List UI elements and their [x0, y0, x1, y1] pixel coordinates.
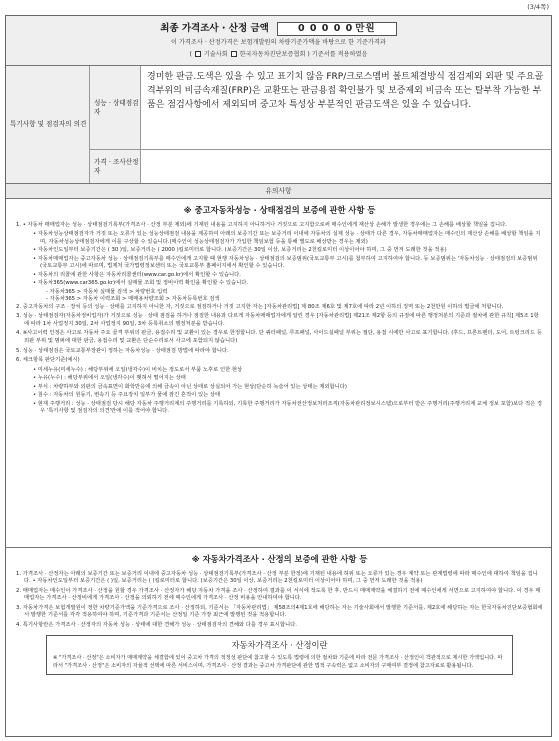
notice-subitem: • 현재 주행거리 : 성능 · 상태점검 당시 해당 자동차 주행거리계의 주행거리를 기록하되, 기록한 주행거리가 자동차전산정보처리조직(자동차관리정보시스템)으로부터 받은 주행거리(주행거리계 교체 정보 포함)보다 적은 경우 '특기사항 및 점검자의 의견'란에 이를 적어야 합니다. — [33, 400, 542, 415]
notice-item: 4. ※사고이력 인정은 사고로 자동차 주요 골격 부위의 판금, 용접수리 및 교환이 있는 경우로 한정합니다. 단 쿼터패널, 루프패널, 사이드실패널 부위는 절단, 용접 시에만 사고로 표기합니다. (후드, 프론트펜더, 도어, 트렁크리드 등 외판 부위 및 범퍼에 대한 판금, 용접수리 및 교환은 단순수리로서 사고에 포함되지 않습니다) — [16, 330, 542, 344]
final-price-header — [6, 16, 551, 66]
appraisal-definition-title: 자동차가격조사 · 산정이란 — [231, 640, 328, 651]
notice-item: 5. 성능 · 상태점검은 국토교통부장관이 정하는 자동차성능 · 상태점검 방법에 따라야 합니다. — [16, 347, 229, 354]
price-digits: 0 0 0 0 0 — [297, 23, 354, 35]
opinion-section-label: 특기사항 및 점검자의 의견 — [6, 66, 90, 183]
notice-subitem: • 자동차성능상태점검자가 거짓 또는 오류가 있는 성능상태점검 내용을 제공하여 아래의 보증기간 또는 보증거리 이내에 자동차의 실제 성능 · 상태가 다른 경우, 자동차매매업자는 매수인의 재산상 손해를 배상할 책임을 지며, 자동차성능상태점검자에게 이를 구상할 수 있습니다.(매수인이 성능상태점검자가 가입한 책임보험 등을 통해 별도로 배상받는 경우는 제외) — [33, 231, 541, 245]
appraisal-item: 2. 매매업자는 매수인이 가격조사 · 산정을 원할 경우 가격조사 · 산정자가 해당 자동차 가격을 조사 · 산정하여 결과를 이 서식에 적도록 한 후, 반드시 매매계약을 체결하기 전에 매수인에게 서면으로 고지하여야 합니다. 이 경우 매매업자는 가격조사 · 산정비에게 가격조사 · 산정을 의뢰하기 전에 매수인에게 가격조사 · 산정 비용을 안내하여야 합니다. — [16, 587, 541, 602]
price-basis-note: 이 가격조사 · 산정가격은 보험개발원의 차량기준가액을 바탕으로 한 기준가격과 — [171, 39, 386, 46]
basis-option-tech: 기술사회 — [203, 50, 228, 58]
notice-item: 6. 체크항목 판단기준(예시) — [16, 357, 80, 364]
final-price-title: 최종 가격조사 · 산정 금액 — [160, 23, 269, 35]
appraisal-warranty-section — [6, 548, 551, 675]
inspector-label: 성능 · 상태점검자 — [90, 66, 141, 149]
notice-subitem: • 자동차365(www.car365.go.kr)에서 실매물 조회 및 정비이력 확인을 확인할 수 있습니다. — [33, 280, 249, 287]
appraisal-item: 3. 자동차가격은 보험개발원이 정한 차량기준가액을 기준가격으로 조사 · 산정하되, 기준서는 「자동차관리법」 제58조의4제1호에 해당하는 자는 기술사회에서 발행한 기준서를, 제2호에 해당하는 자는 한국자동차진단보증협회에서 발행한 기준서를 각각 적용하여야 하며, 기준가격과 기준서는 산정일 기준 가장 최근에 발행된 것을 적용합니다. — [16, 604, 543, 619]
appraisal-definition-box — [46, 635, 513, 675]
price-basis-options: ( 기술사회 한국자동차진단보증협회 ) 기준서를 적용하였음 — [189, 50, 368, 58]
appraiser-opinion-text — [141, 150, 551, 183]
appraisal-item: 1. 가격조사 · 산정자는 아래의 보증기간 또는 보증거리 이내에 중고자동차 성능 · 상태점검기록부(가격조사 · 산정 부분 한정)에 기재된 내용에 허위 또는 오류가 있는 경우 계약 또는 관계법령에 따라 매수인에 대하여 책임을 집니다. • 자동차인도일부터 보증기간은 ( )일, 보증거리는 ( )킬로미터로 합니다. (보증기간은 30일 이상, 보증거리는 2천킬로미터 이상이어야 하며, 그 중 먼저 도래한 것을 적용) — [16, 570, 538, 585]
notice-item: 2. 중고자동차의 구조 · 장치 등의 성능 · 상태를 고지하지 아니한 자, 거짓으로 점검하거나 거짓 고지한 자는 [자동차관리법] 제 80조 제6호 및 제7호에 따라 2년 이하의 징역 또는 2천만원 이하의 벌금에 처합니다. — [16, 303, 504, 310]
notice-subitem: • 자동차의 리콜에 관한 사항은 자동차리콜센터(www.car.go.kr)에서 확인할 수 있습니다. — [33, 271, 241, 278]
notice-subsubitem: - 자동차365 > 자동차 이력조회 > 매매용차량조회 > 자동차등록번호 검색 — [46, 296, 220, 303]
notice-subsubitem: - 자동차365 > 자동차 실매물 검색 > 차량번호 입력 — [46, 288, 168, 295]
price-amount-box — [277, 22, 397, 36]
notice-subitem: • 부식 : 차량하부와 외판의 금속표면이 화학반응에 의해 금속이 아닌 상태로 상실되어 가는 현상(단순히 녹슬어 있는 상태는 제외합니다) — [33, 383, 347, 390]
notice-subitem: • 자동차인도일부터 보증기간은 ( 30 )일, 보증거리는 ( 2000 )킬로미터로 합니다. (보증기간은 30일 이상, 보증거리는 2천킬로미터 이상이어야 하며, 그 중 먼저 도래한 것을 적용) — [33, 247, 447, 254]
inspection-warranty-title: ※ 중고자동차성능 · 상태점검의 보증에 관한 사항 등 — [183, 205, 376, 215]
appraiser-label: 가격 · 조사산정자 — [90, 150, 141, 183]
opinion-section — [6, 66, 551, 184]
notice-subitem: • 미세누유(미세누수) : 해당부위에 오일(냉각수)이 비치는 정도로서 부품 노후로 인한 현상 — [33, 366, 243, 373]
notice-subitem: • 자동차매매업자는 중고자동차 성능 · 상태점검기록부를 매수인에게 고지할 때 현행 자동차성능 · 상태점검의 보증범위(국토교통부 고시)를 첨부하여 고지하여야 합니다. 등 보증범위는 '자동차성능 · 상태점검의 보증범위(국토교통부 고시)에 따르며, 법제처 국가법령정보센터 또는 국토교통부 홈페이지에서 확인할 수 있습니다. — [33, 255, 538, 270]
page-number: (3/4쪽) — [527, 3, 549, 11]
appraisal-item: 4. 특기사항란은 가격조사 · 산정자의 자동차 성능 · 상태에 대한 견해가 성능 · 상태점검자의 견해와 다를 경우 표시합니다. — [16, 621, 297, 628]
notice-subitem: • 침수 : 자동차의 원동기, 변속기 등 주요장치 일부가 물에 잠긴 흔적이 있는 상태 — [33, 392, 221, 399]
opinion-row-appraiser — [90, 150, 551, 183]
opinion-row-inspector — [90, 66, 551, 150]
price-unit: 만원 — [355, 23, 376, 35]
notice-subitem: • 누유(누수) : 해당부위에서 오일(냉각수)이 맺혀서 떨어지는 상태 — [33, 375, 186, 382]
inspection-form-page — [5, 15, 552, 737]
inspector-opinion-text: 경미한 판금.도색은 있을 수 있고 표기치 않음 FRP/크로스멤버 볼트체결방식 점검제외 외판 및 주요골격부위의 비금속재질(FRP)은 교환또는 판금용접 확인불가 및 보증제외 비금속 또는 탈부착 가능한 부품은 점검사항에서 제외되며 중고차 특성상 부분적인 판금도색은 있을 수 있습니다. — [147, 72, 544, 110]
appraisal-warranty-title: ※ 자동차가격조사 · 산정의 보증에 관한 사항 등 — [191, 554, 368, 564]
notice-item: 1. • 자동차 매매업자는 성능 · 상태점검기록부(가격조사 · 산정 부분 제외)에 기재된 내용을 고지하지 아니하거나 거짓으로 고지함으로써 매수인에게 재산상 손해가 발생한 경우에는 그 손해를 배상할 책임을 집니다. — [16, 221, 507, 228]
basis-checkbox-tech[interactable] — [195, 51, 201, 57]
notice-heading: 유의사항 — [6, 184, 551, 199]
inspection-warranty-section — [6, 199, 551, 548]
appraisal-definition-text: ※ "가격조사 · 산정"은 소비자가 매매계약을 체결함에 있어 중고차 가격의 적정성 판단에 참고할 수 있도록 법령에 의한 절차와 기준에 따라 전문 가격조사 · 산정인이 객관적으로 제시한 가액입니다. 따라서 "가격조사 · 산정"은 소비자의 자율적 선택에 따른 서비스이며, 가격조사 · 산정 결과는 중고차 가격판단에 관한 법적 구속력은 없고 소비자의 구매여부 결정에 참고자료로 활용됩니다. — [53, 655, 503, 669]
notice-item: 3. 성능 · 상태점검자(자동차정비업자)가 거짓으로 성능 · 상태 점검을 하거나 점검한 내용과 다르게 자동차매매업자에게 알린 경우 [자동차관리법] 제21조 제2항 등의 규정에 따른 행정처분의 기준과 절차에 관한 규칙] 제5조 1항에 따라 1차 사업정지 30일, 2차 사업정지 90일, 3차 등록취소의 행정처분을 받습니다. — [16, 313, 539, 327]
basis-option-assoc: 한국자동차진단보증협회 — [239, 50, 306, 58]
basis-checkbox-assoc[interactable] — [231, 51, 237, 57]
